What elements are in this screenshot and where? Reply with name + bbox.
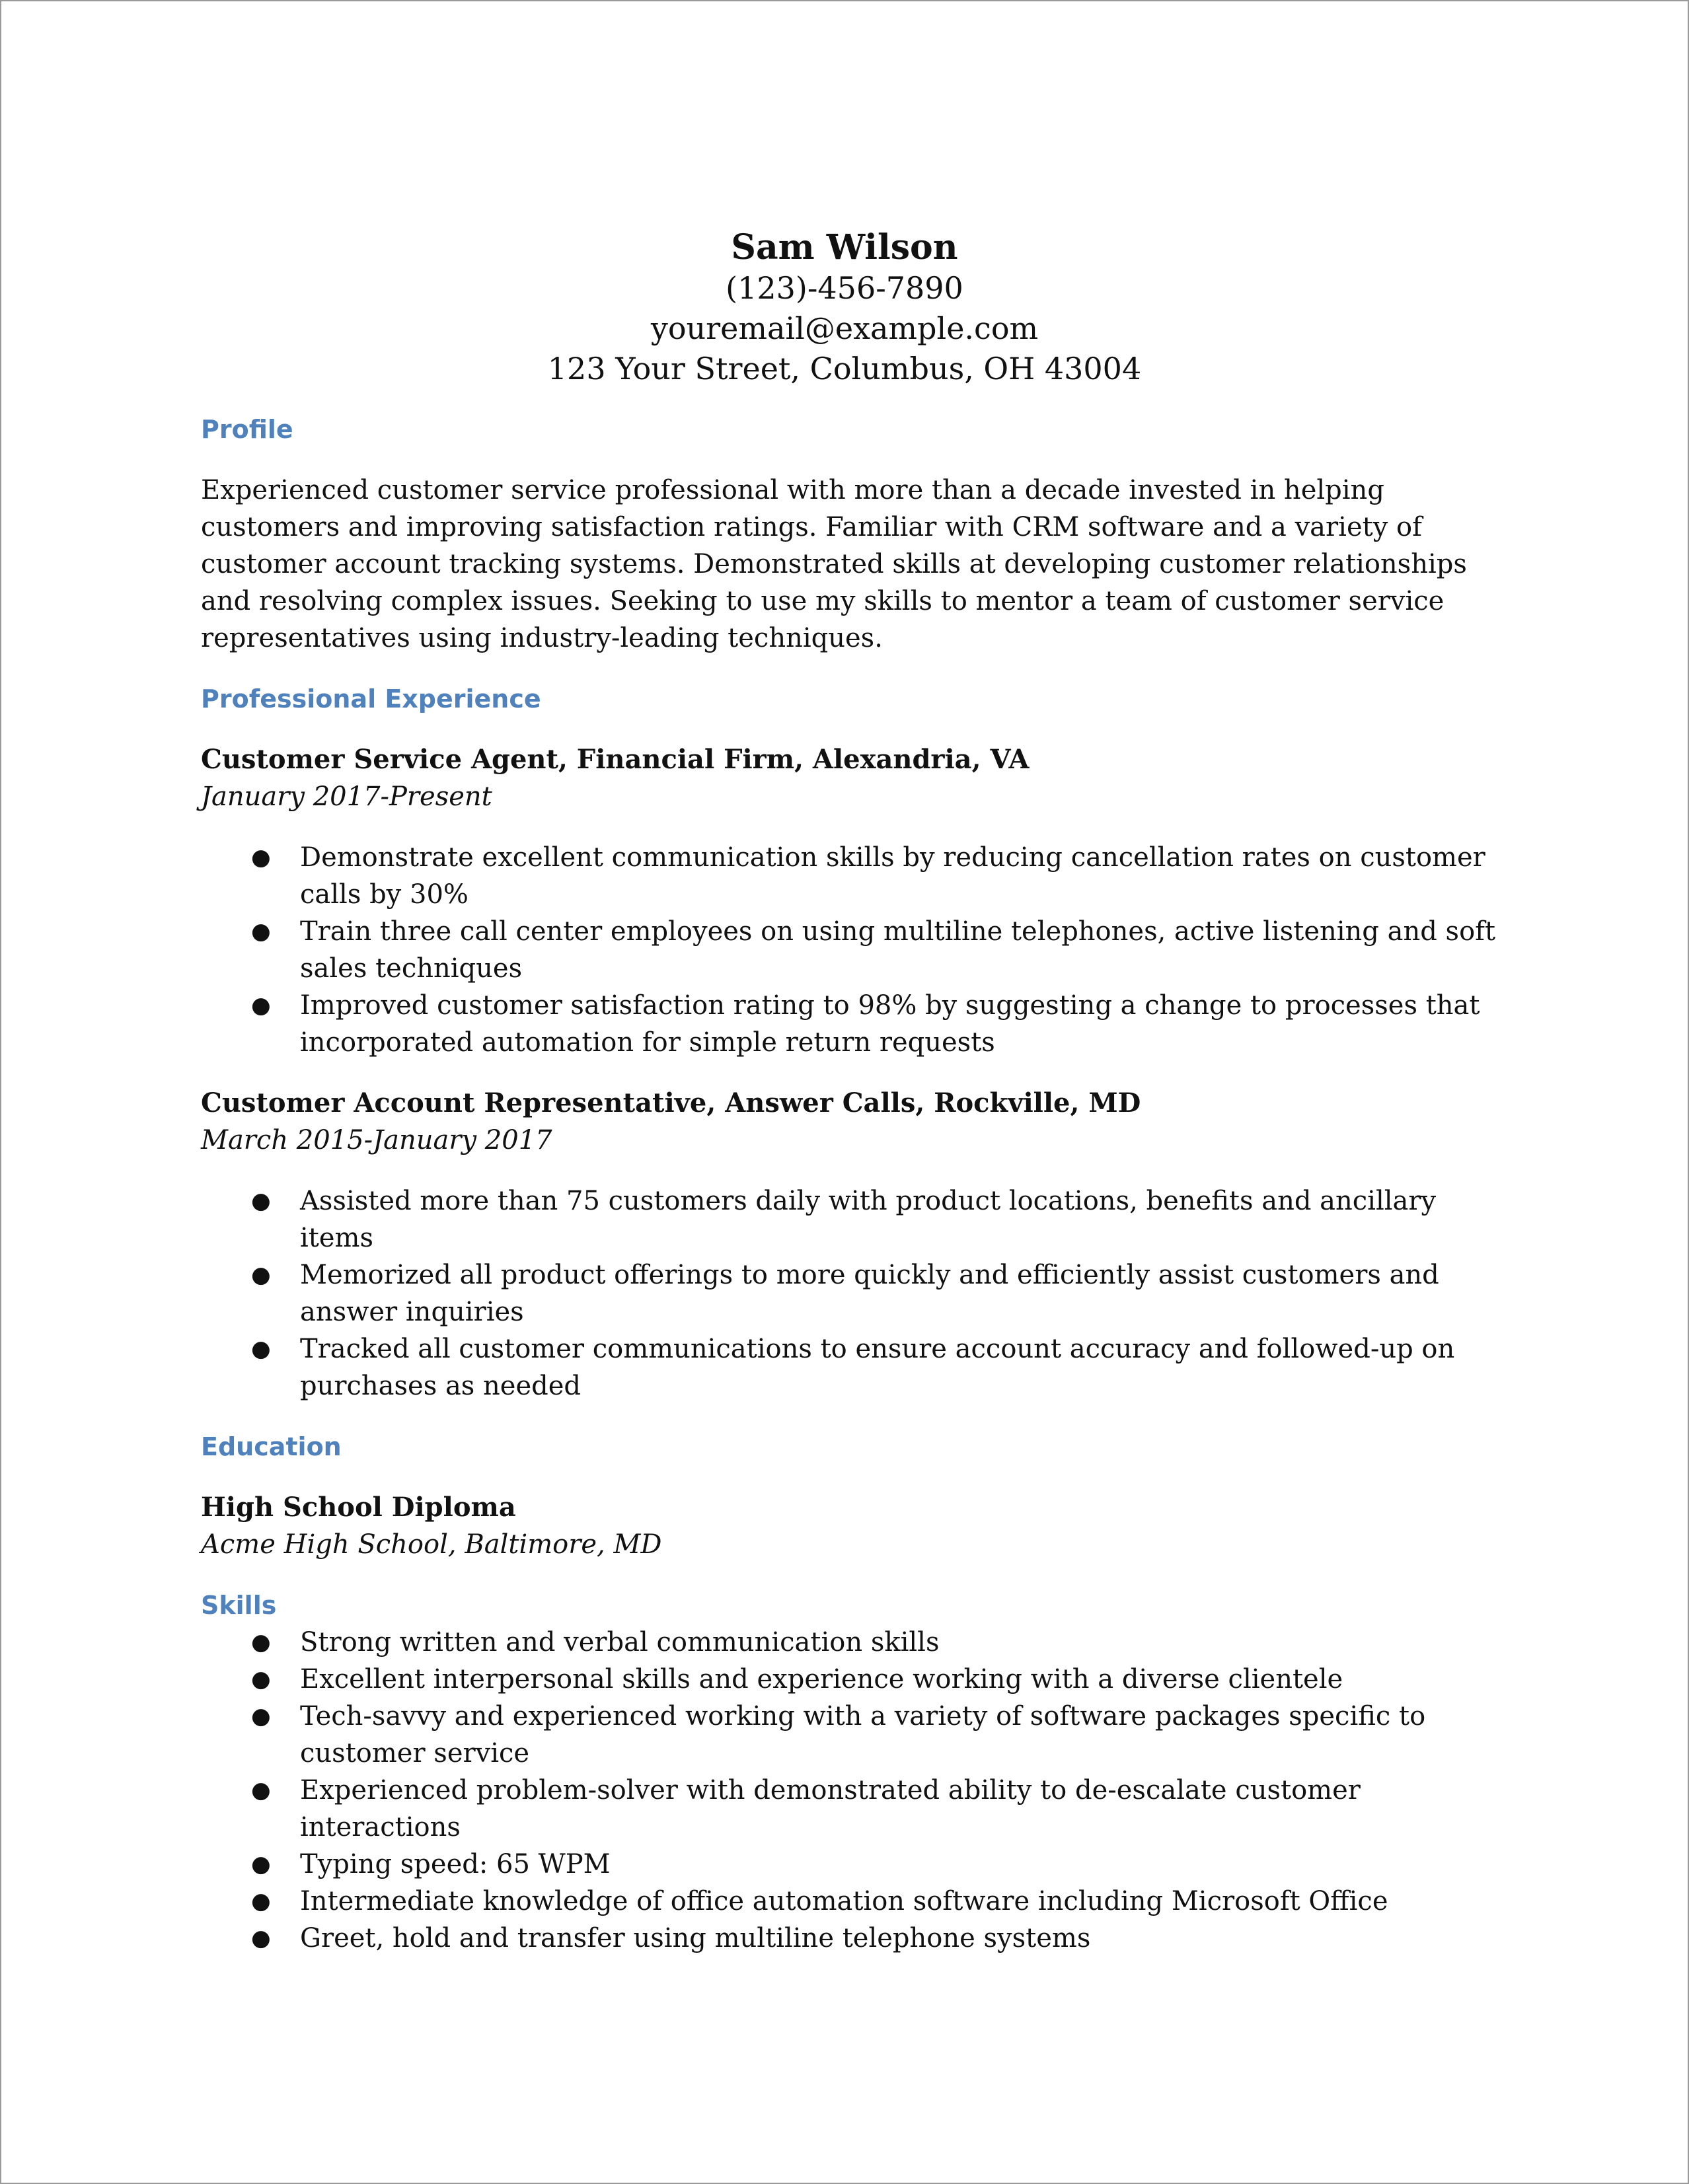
skill-text: Excellent interpersonal skills and experience working with a diverse clientele	[300, 1664, 1343, 1694]
skill-item	[201, 1846, 1509, 1883]
profile-summary: Experienced customer service professional with more than a decade invested in helping customers and improving satisfaction ratings. Familiar with CRM software and a variety of customer account tracking systems. Demonstrated skills at developing customer relationships and resolving complex issues. Seeking to use my skills to mentor a team of customer service representatives using industry-leading techniques.	[201, 475, 1467, 653]
email-address: youremail@example.com	[650, 310, 1039, 346]
bullet-icon: ●	[251, 1777, 271, 1803]
skills-heading: Skills	[201, 1591, 277, 1620]
applicant-name: Sam Wilson	[731, 227, 958, 268]
skill-text: Typing speed: 65 WPM	[300, 1849, 611, 1879]
bullet-icon: ●	[251, 918, 271, 945]
job-bullet-text: Demonstrate excellent communication skills by reducing cancellation rates on customer calls by 30%	[300, 842, 1485, 910]
skill-item	[201, 1920, 1509, 1957]
bullet-icon: ●	[251, 1629, 271, 1656]
bullet-icon: ●	[251, 1262, 271, 1288]
job-bullet	[201, 913, 1509, 987]
education-heading: Education	[201, 1432, 342, 1461]
profile-heading: Profile	[201, 415, 293, 444]
job-bullet-text: Assisted more than 75 customers daily with product locations, benefits and ancillary items	[300, 1186, 1437, 1253]
job-bullet-text: Memorized all product offerings to more quickly and efficiently assist customers and answer inquiries	[300, 1260, 1439, 1327]
skill-item	[201, 1624, 1509, 1661]
experience-heading: Professional Experience	[201, 684, 541, 713]
job-bullet	[201, 1256, 1509, 1330]
job-bullets	[201, 1183, 1509, 1404]
resume-body	[201, 411, 1509, 1981]
bullet-icon: ●	[251, 1188, 271, 1214]
bullet-icon: ●	[251, 1851, 271, 1877]
skill-text: Experienced problem-solver with demonstrated ability to de-escalate customer interactions	[300, 1775, 1361, 1842]
job-entry	[201, 741, 1509, 1061]
job-entry	[201, 1085, 1509, 1404]
job-bullets	[201, 839, 1509, 1061]
education-degree: High School Diploma	[201, 1492, 516, 1523]
bullet-icon: ●	[251, 992, 271, 1019]
job-title: Customer Account Representative, Answer Calls, Rockville, MD	[201, 1087, 1141, 1118]
resume-header	[1, 227, 1688, 389]
job-bullet	[201, 839, 1509, 913]
bullet-icon: ●	[251, 844, 271, 871]
skill-text: Intermediate knowledge of office automation software including Microsoft Office	[300, 1886, 1388, 1916]
skill-text: Greet, hold and transfer using multiline telephone systems	[300, 1923, 1091, 1953]
skill-item	[201, 1883, 1509, 1920]
skill-item	[201, 1772, 1509, 1846]
job-title: Customer Service Agent, Financial Firm, Alexandria, VA	[201, 744, 1030, 775]
skills-list	[201, 1624, 1509, 1957]
phone-number: (123)-456-7890	[726, 270, 963, 306]
job-bullet-text: Tracked all customer communications to ensure account accuracy and followed-up on purchases as needed	[300, 1334, 1455, 1401]
skill-item	[201, 1698, 1509, 1772]
skill-text: Strong written and verbal communication skills	[300, 1627, 940, 1657]
job-bullet	[201, 1183, 1509, 1256]
job-bullet-text: Improved customer satisfaction rating to 98% by suggesting a change to processes that incorporated automation for simple return requests	[300, 990, 1480, 1058]
street-address: 123 Your Street, Columbus, OH 43004	[547, 351, 1142, 386]
skill-item	[201, 1661, 1509, 1698]
job-bullet-text: Train three call center employees on using multiline telephones, active listening and soft sales techniques	[300, 916, 1496, 984]
job-dates: March 2015-January 2017	[201, 1125, 552, 1155]
education-school: Acme High School, Baltimore, MD	[201, 1529, 662, 1560]
bullet-icon: ●	[251, 1336, 271, 1362]
job-dates: January 2017-Present	[201, 782, 492, 812]
job-bullet	[201, 1330, 1509, 1404]
bullet-icon: ●	[251, 1703, 271, 1729]
bullet-icon: ●	[251, 1888, 271, 1914]
job-bullet	[201, 987, 1509, 1061]
bullet-icon: ●	[251, 1666, 271, 1693]
bullet-icon: ●	[251, 1925, 271, 1951]
skill-text: Tech-savvy and experienced working with a variety of software packages specific to customer service	[300, 1701, 1426, 1768]
